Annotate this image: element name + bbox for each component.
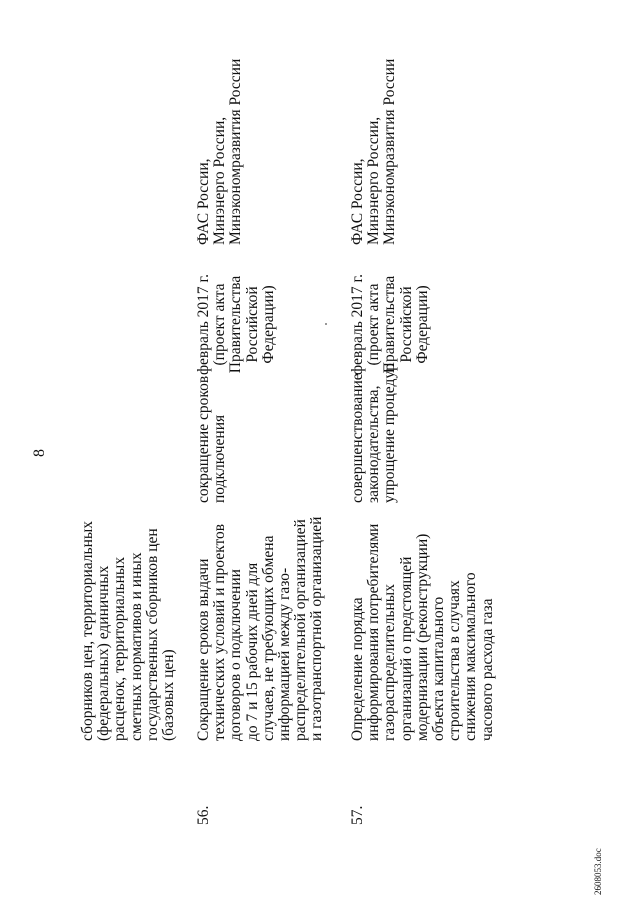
row-56-measure: Сокращение сроков выдачи технических условий и проектов договоров о подключении до 7 и 15 рабочих дней для случаев, не требующих обмена информацией между газо- распределительной организацией и газотранспортной организацией — [195, 516, 326, 741]
page-number: 8 — [31, 449, 48, 457]
scan-speck — [325, 323, 327, 325]
row-prev-text: сборников цен, территориальных (федеральных) единичных расценок, территориальных сметных нормативов и иных государственных сборников цен (базовых цен) — [79, 520, 178, 741]
row-57-deadline: февраль 2017 г. (проект акта Правительства Российской Федерации) — [349, 273, 431, 375]
row-56-number: 56. — [195, 805, 212, 825]
row-57-result: совершенствование законодательства, упрощение процедур — [349, 363, 399, 503]
row-57-number: 57. — [349, 805, 366, 825]
row-56-responsible: ФАС России, Минэнерго России, Минэкономразвития России — [195, 58, 245, 245]
row-57-measure: Определение порядка информирования потребителями газораспределительных организаций о предстоящей модернизации (реконструкции) объекта капитального строительства в случаях снижения максимального часового расхода газа — [349, 523, 496, 741]
row-56-deadline: февраль 2017 г. (проект акта Правительства Российской Федерации) — [195, 273, 277, 375]
row-57-responsible: ФАС России, Минэнерго России, Минэкономразвития России — [349, 58, 399, 245]
row-56-result: сокращение сроков подключения — [195, 375, 229, 503]
file-name-footer: 2608053.doc — [593, 848, 603, 895]
